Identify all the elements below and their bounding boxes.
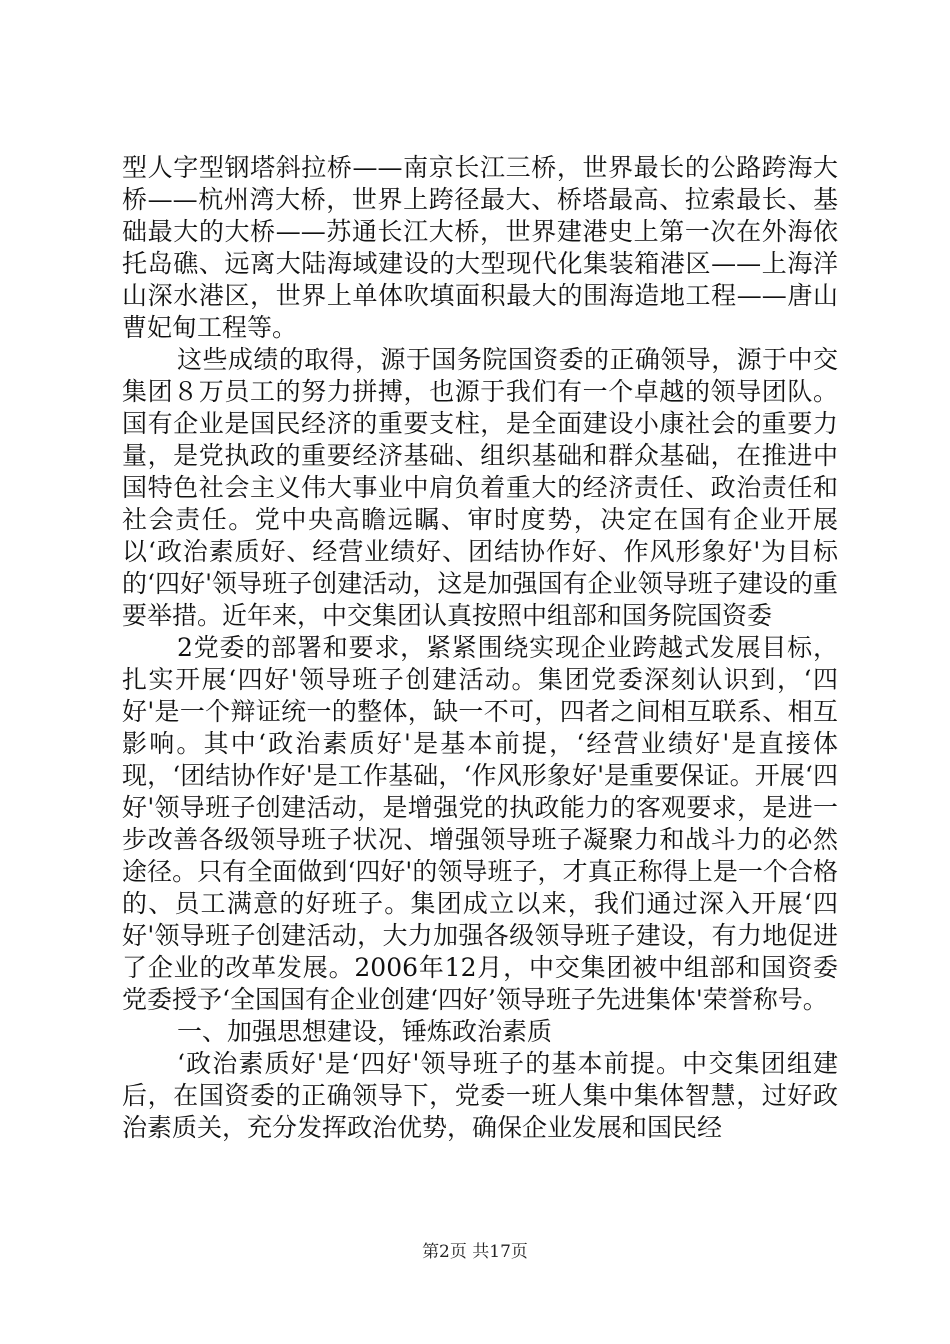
paragraph-political-quality: ‘政治素质好'是‘四好'领导班子的基本前提。中交集团组建后，在国资委的正确领导下，党委一班人集中集体智慧，过好政治素质关，充分发挥政治优势，确保企业发展和国民经 bbox=[122, 1049, 838, 1142]
paragraph-four-goods: 2党委的部署和要求，紧紧围绕实现企业跨越式发展目标，扎实开展‘四好'领导班子创建活动。集团党委深刻认识到，‘四好'是一个辩证统一的整体，缺一不可，四者之间相互联系、相互影响。其中‘政治素质好'是基本前提，‘经营业绩好'是直接体现，‘团结协作好'是工作基础，‘作风形象好'是重要保证。开展‘四好'领导班子创建活动，是增强党的执政能力的客观要求，是进一步改善各级领导班子状况、增强领导班子凝聚力和战斗力的必然途径。只有全面做到‘四好'的领导班子，才真正称得上是一个合格的、员工满意的好班子。集团成立以来，我们通过深入开展‘四好'领导班子创建活动，大力加强各级领导班子建设，有力地促进了企业的改革发展。2006年12月，中交集团被中组部和国资委党委授予‘全国国有企业创建‘四好’领导班子先进集体'荣誉称号。 bbox=[122, 633, 838, 1014]
paragraph-achievements: 这些成绩的取得，源于国务院国资委的正确领导，源于中交集团８万员工的努力拼搏，也源于我们有一个卓越的领导团队。国有企业是国民经济的重要支柱，是全面建设小康社会的重要力量，是党执政的重要经济基础、组织基础和群众基础，在推进中国特色社会主义伟大事业中肩负着重大的经济责任、政治责任和社会责任。党中央高瞻远瞩、审时度势，决定在国有企业开展以‘政治素质好、经营业绩好、团结协作好、作风形象好'为目标的‘四好'领导班子创建活动，这是加强国有企业领导班子建设的重要举措。近年来，中交集团认真按照中组部和国务院国资委 bbox=[122, 345, 838, 630]
page-footer: 第2页 共17页 bbox=[422, 1242, 528, 1262]
paragraph-continued: 型人字型钢塔斜拉桥——南京长江三桥，世界最长的公路跨海大桥——杭州湾大桥，世界上跨径最大、桥塔最高、拉索最长、基础最大的大桥——苏通长江大桥，世界建港史上第一次在外海依托岛礁、远离大陆海域建设的大型现代化集装箱港区——上海洋山深水港区，世界上单体吹填面积最大的围海造地工程——唐山曹妃甸工程等。 bbox=[122, 153, 838, 342]
document-body bbox=[122, 152, 838, 1144]
section-heading: 一、加强思想建设，锤炼政治素质 bbox=[177, 1017, 553, 1046]
